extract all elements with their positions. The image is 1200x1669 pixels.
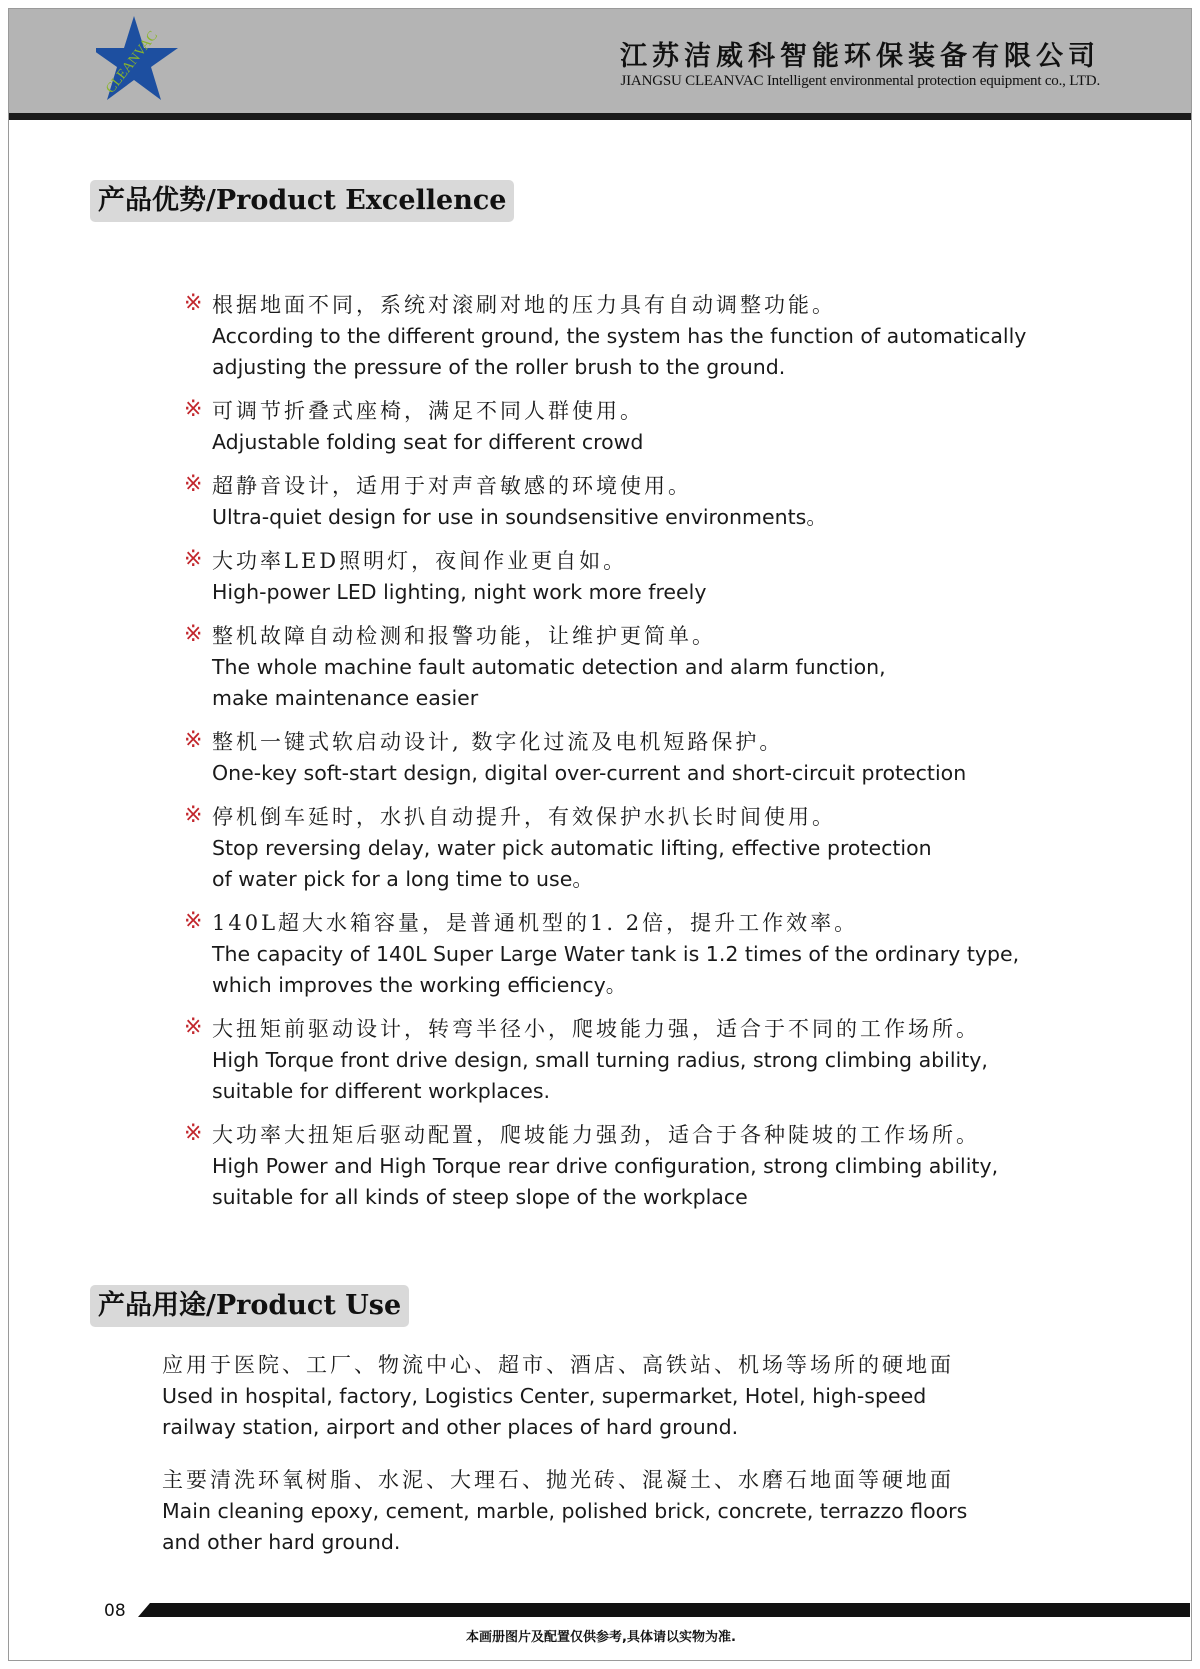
feature-text-en: One-key soft-start design, digital over-current and short-circuit protection <box>212 761 967 785</box>
feature-text-cn: 整机故障自动检测和报警功能，让维护更简单。 <box>212 624 716 648</box>
logo-text: CLEANVAC <box>103 28 161 97</box>
bullet-mark-icon: ※ <box>184 728 203 753</box>
feature-text-en: make maintenance easier <box>212 686 479 710</box>
use-paragraph-1 <box>162 1350 1062 1443</box>
bullet-mark-icon: ※ <box>184 803 203 828</box>
feature-text-cn: 可调节折叠式座椅，满足不同人群使用。 <box>212 399 644 423</box>
footer-bar <box>138 1603 1190 1617</box>
feature-text-en: Stop reversing delay, water pick automatic lifting, effective protection <box>212 836 932 860</box>
feature-item <box>184 802 1104 895</box>
feature-text-en: The capacity of 140L Super Large Water tank is 1.2 times of the ordinary type, <box>212 942 1020 966</box>
feature-item <box>184 908 1104 1001</box>
feature-text-en: High Power and High Torque rear drive configuration, strong climbing ability, <box>212 1154 999 1178</box>
feature-item <box>184 546 1104 608</box>
feature-text-cn: 停机倒车延时，水扒自动提升，有效保护水扒长时间使用。 <box>212 805 836 829</box>
feature-text-cn: 超静音设计，适用于对声音敏感的环境使用。 <box>212 474 692 498</box>
feature-text-en: Ultra-quiet design for use in soundsensitive environments。 <box>212 505 827 529</box>
feature-text-cn: 大功率大扭矩后驱动配置，爬坡能力强劲，适合于各种陡坡的工作场所。 <box>212 1123 980 1147</box>
company-name-cn: 江苏洁威科智能环保装备有限公司 <box>620 41 1100 72</box>
bullet-mark-icon: ※ <box>184 547 203 572</box>
use-text-en: Used in hospital, factory, Logistics Center, supermarket, Hotel, high-speed <box>162 1384 927 1408</box>
feature-text-cn: 大功率LED照明灯，夜间作业更自如。 <box>212 549 628 573</box>
feature-text-cn: 140L超大水箱容量，是普通机型的1. 2倍，提升工作效率。 <box>212 911 859 935</box>
feature-text-cn: 根据地面不同，系统对滚刷对地的压力具有自动调整功能。 <box>212 293 836 317</box>
feature-text-cn: 大扭矩前驱动设计，转弯半径小，爬坡能力强，适合于不同的工作场所。 <box>212 1017 980 1041</box>
section-title-use: 产品用途/Product Use <box>90 1285 409 1327</box>
bullet-mark-icon: ※ <box>184 1015 203 1040</box>
feature-text-cn: 整机一键式软启动设计, 数字化过流及电机短路保护。 <box>212 730 784 754</box>
cleanvac-logo <box>96 14 196 106</box>
section-title-excellence: 产品优势/Product Excellence <box>90 180 514 222</box>
use-text-en: Main cleaning epoxy, cement, marble, polished brick, concrete, terrazzo floors <box>162 1499 968 1523</box>
feature-item <box>184 621 1104 714</box>
bullet-mark-icon: ※ <box>184 397 203 422</box>
footer-disclaimer: 本画册图片及配置仅供参考,具体请以实物为准. <box>466 1630 736 1645</box>
feature-text-en: High-power LED lighting, night work more freely <box>212 580 707 604</box>
feature-text-en: Adjustable folding seat for different crowd <box>212 430 644 454</box>
use-text-cn: 应用于医院、工厂、物流中心、超市、酒店、高铁站、机场等场所的硬地面 <box>162 1353 954 1377</box>
use-text-en: and other hard ground. <box>162 1530 401 1554</box>
feature-item <box>184 727 1104 789</box>
feature-text-en: The whole machine fault automatic detection and alarm function, <box>212 655 886 679</box>
page-number: 08 <box>104 1601 126 1621</box>
use-paragraph-2 <box>162 1465 1062 1558</box>
feature-text-en: High Torque front drive design, small turning radius, strong climbing ability, <box>212 1048 988 1072</box>
bullet-mark-icon: ※ <box>184 622 203 647</box>
company-name-en: JIANGSU CLEANVAC Intelligent environmental protection equipment co., LTD. <box>620 73 1100 89</box>
feature-text-en: According to the different ground, the system has the function of automatically <box>212 324 1027 348</box>
feature-item <box>184 1120 1104 1213</box>
bullet-mark-icon: ※ <box>184 291 203 316</box>
use-text-en: railway station, airport and other places of hard ground. <box>162 1415 739 1439</box>
feature-text-en: which improves the working efficiency。 <box>212 973 627 997</box>
feature-item <box>184 290 1104 383</box>
header-rule <box>9 113 1191 120</box>
feature-text-en: adjusting the pressure of the roller brush to the ground. <box>212 355 786 379</box>
bullet-mark-icon: ※ <box>184 909 203 934</box>
feature-text-en: of water pick for a long time to use。 <box>212 867 593 891</box>
feature-item <box>184 1014 1104 1107</box>
use-text-cn: 主要清洗环氧树脂、水泥、大理石、抛光砖、混凝土、水磨石地面等硬地面 <box>162 1468 954 1492</box>
feature-item <box>184 396 1104 458</box>
bullet-mark-icon: ※ <box>184 1121 203 1146</box>
feature-list <box>184 290 1104 1226</box>
bullet-mark-icon: ※ <box>184 472 203 497</box>
feature-text-en: suitable for different workplaces. <box>212 1079 551 1103</box>
feature-text-en: suitable for all kinds of steep slope of the workplace <box>212 1185 748 1209</box>
feature-item <box>184 471 1104 533</box>
